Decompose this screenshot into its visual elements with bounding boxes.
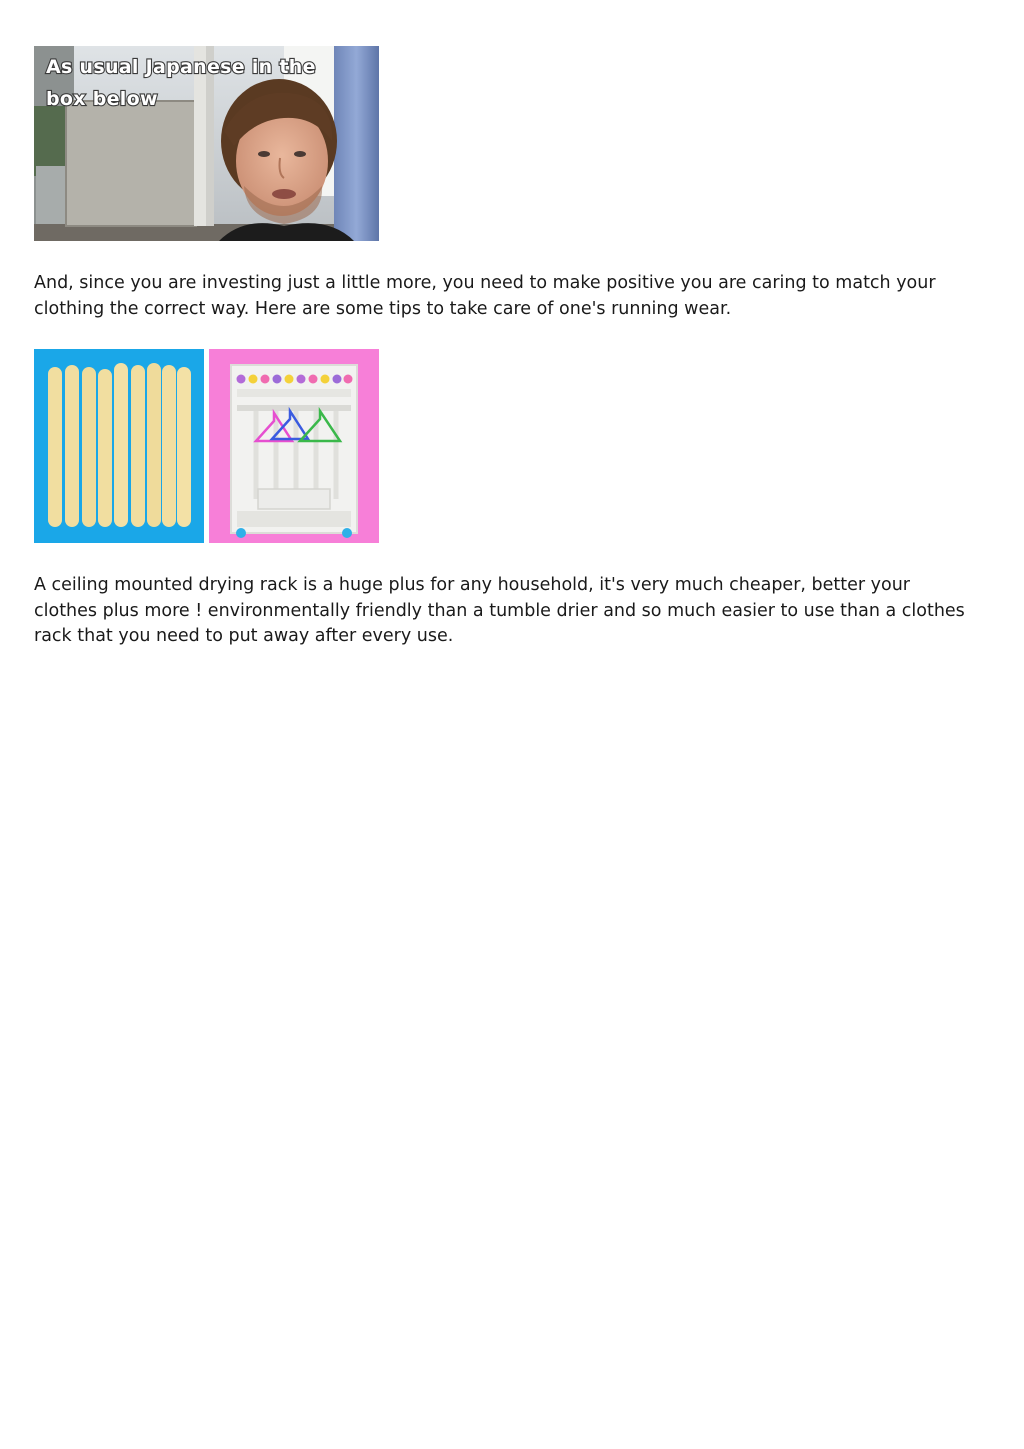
mini-wardrobe [231, 365, 357, 538]
video-still-graphic [34, 46, 379, 241]
video-caption-line-1: As usual Japanese in the [46, 56, 316, 78]
video-still-image [34, 46, 379, 241]
craft-collage-image [34, 349, 379, 543]
video-caption-line-2: box below [46, 88, 158, 110]
document-page [34, 46, 974, 650]
craft-collage-graphic [34, 349, 379, 543]
popsicle-sticks [48, 363, 191, 527]
paragraph-running-wear-care: And, since you are investing just a little more, you need to make positive you are caring to match your clothing the correct way. Here are some tips to take care of one's running wear. [34, 273, 936, 319]
paragraph-ceiling-drying-rack: A ceiling mounted drying rack is a huge plus for any household, it's very much cheaper, better your clothes plus more ! environmentally friendly than a tumble drier and so much easier to use than a clothes rack that you need to put away after every use. [34, 575, 965, 646]
